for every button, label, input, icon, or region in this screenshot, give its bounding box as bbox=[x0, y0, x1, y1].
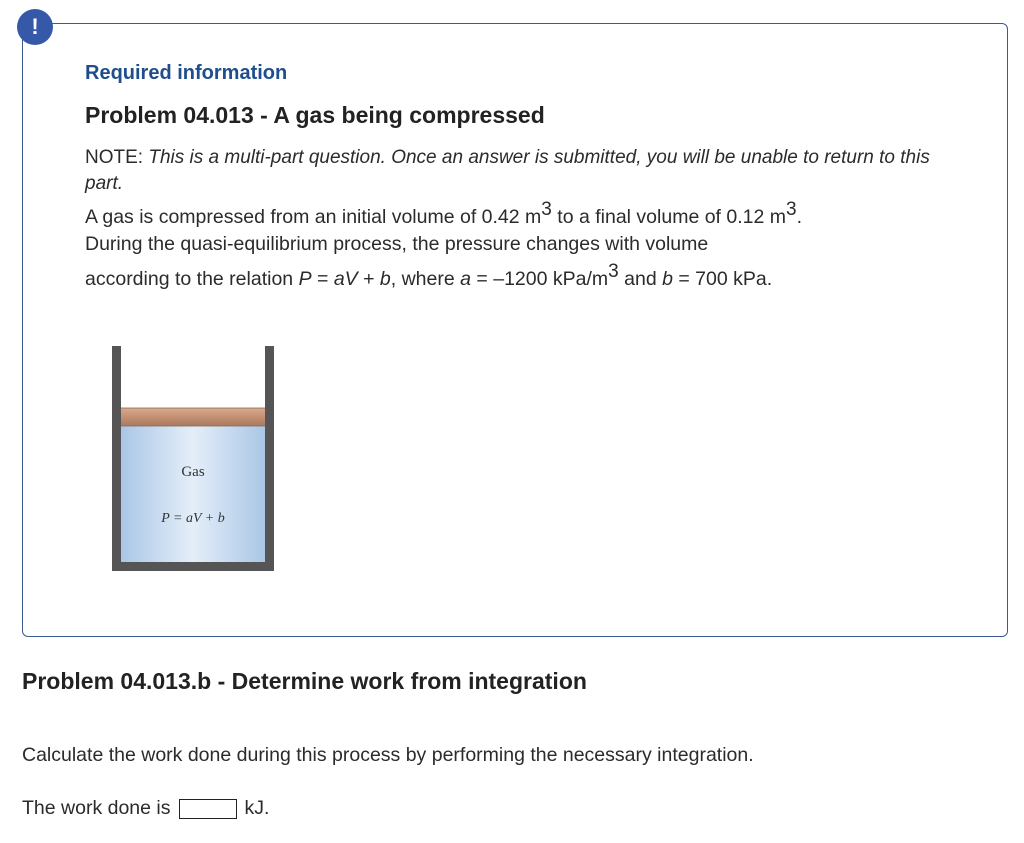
variable-a: a bbox=[460, 268, 471, 290]
part-title: Problem 04.013.b - Determine work from integration bbox=[22, 668, 587, 694]
note bbox=[85, 145, 965, 197]
question-text: Calculate the work done during this process by performing the necessary integration. bbox=[22, 744, 754, 766]
problem-title: Problem 04.013 - A gas being compressed bbox=[85, 102, 545, 128]
gas-label: Gas bbox=[181, 464, 205, 480]
superscript: 3 bbox=[541, 199, 552, 220]
answer-unit: kJ. bbox=[244, 797, 270, 819]
note-text: This is a multi-part question. Once an answer is submitted, you will be unable to return to this part. bbox=[85, 147, 930, 194]
problem-statement bbox=[85, 199, 975, 293]
statement-text: A gas is compressed from an initial volume of 0.42 m bbox=[85, 206, 542, 228]
statement-line bbox=[85, 261, 975, 293]
statement-text: . bbox=[796, 206, 802, 228]
equation-label: P = aV + b bbox=[161, 511, 225, 526]
piston bbox=[120, 408, 266, 426]
note-label: NOTE: bbox=[85, 147, 144, 168]
cylinder-right-wall bbox=[265, 346, 274, 571]
cylinder-left-wall bbox=[112, 346, 121, 571]
variable-P: P bbox=[298, 268, 312, 290]
variable-b: b bbox=[379, 268, 391, 290]
alert-icon: ! bbox=[17, 9, 53, 45]
variable-aV: aV bbox=[333, 268, 358, 290]
statement-text: = bbox=[311, 268, 334, 290]
gas-region bbox=[120, 426, 266, 562]
statement-text: , where bbox=[390, 268, 461, 290]
statement-text: + bbox=[357, 268, 380, 290]
statement-text: and bbox=[618, 268, 663, 290]
superscript: 3 bbox=[786, 199, 797, 220]
statement-text: = 700 kPa. bbox=[672, 268, 773, 290]
statement-text: During the quasi-equilibrium process, the pressure changes with volume bbox=[85, 233, 709, 255]
superscript: 3 bbox=[608, 261, 619, 282]
piston-cylinder-figure bbox=[110, 344, 276, 572]
statement-text: = –1200 kPa/m bbox=[471, 268, 609, 290]
required-info-heading: Required information bbox=[85, 62, 288, 84]
statement-text: according to the relation bbox=[85, 268, 299, 290]
cylinder-base bbox=[112, 562, 274, 571]
answer-row bbox=[22, 797, 269, 820]
variable-b: b bbox=[662, 268, 673, 290]
answer-prefix: The work done is bbox=[22, 797, 171, 819]
statement-text: to a final volume of 0.12 m bbox=[551, 206, 786, 228]
work-answer-input[interactable] bbox=[179, 799, 237, 819]
